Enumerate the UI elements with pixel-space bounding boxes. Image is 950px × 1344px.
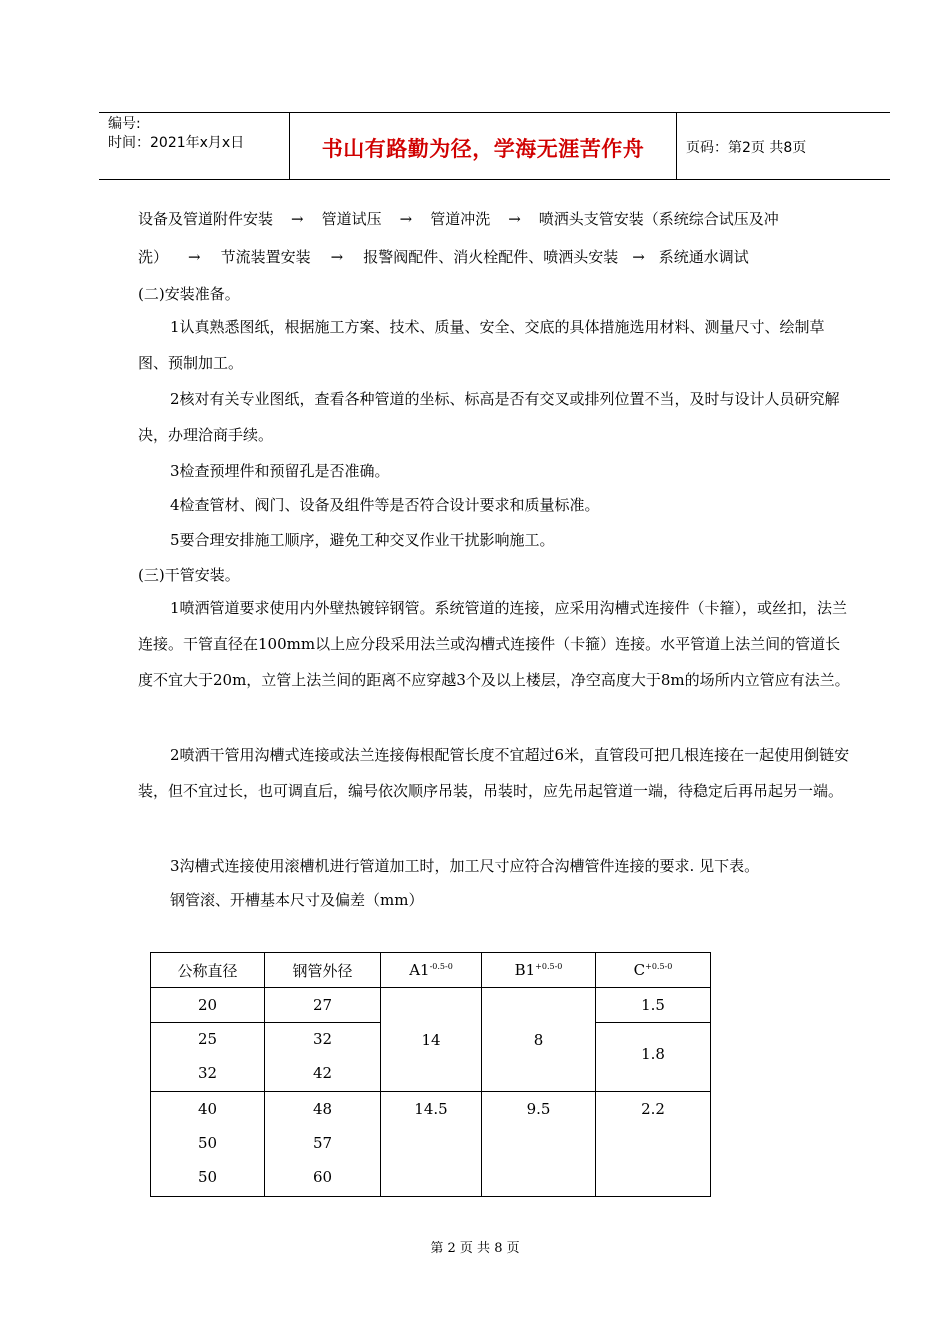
arrow-icon: → [330, 248, 344, 266]
table-cell [265, 1092, 381, 1197]
header-meta [108, 115, 244, 153]
table-cell: 27 [265, 988, 381, 1023]
flow-step: 管道试压 [321, 210, 382, 228]
header-cell-a1: $A1^{-0.5-0}$ [381, 953, 482, 988]
table-cell: 42 [265, 1056, 381, 1092]
section-2-title: (二)安装准备。 [138, 285, 240, 303]
table-header-row [151, 953, 711, 988]
table-value: 50 [197, 1168, 218, 1186]
flow-step: 系统通水调试 [658, 248, 749, 266]
header-page-label: 页码：第2页 共8页 [686, 140, 807, 156]
header-top-rule [99, 112, 890, 113]
table-value: 60 [312, 1168, 333, 1186]
arrow-icon: → [632, 248, 645, 266]
flow-step: 设备及管道附件安装 [138, 210, 274, 228]
table-cell: 1.8 [596, 1023, 711, 1092]
header-cell-c: $C^{+0.5-0}$ [596, 953, 711, 988]
flow-line-1 [138, 208, 779, 229]
s2-item-4: 4检查管材、阀门、设备及组件等是否符合设计要求和质量标准。 [170, 496, 600, 514]
table-cell: 14 [381, 988, 482, 1092]
table-row [151, 988, 711, 1023]
s3-item-2: 2喷洒干管用沟槽式连接或法兰连接侮根配管长度不宜超过6米，直管段可把几根连接在一起使用倒链安装，但不宜过长，也可调直后，编号依次顺序吊装，吊装时，应先吊起管道一端，待稳定后再吊起另一端。 [138, 746, 850, 800]
s2-item-1: 1认真熟悉图纸，根据施工方案、技术、质量、安全、交底的具体措施选用材料、测量尺寸、绘制草图、预制加工。 [138, 318, 825, 372]
s2-item-3: 3检查预埋件和预留孔是否准确。 [170, 462, 390, 480]
table-value: 50 [197, 1134, 218, 1152]
table-cell: 32 [151, 1056, 265, 1092]
table-value: 40 [197, 1100, 218, 1118]
s2-item-5: 5要合理安排施工顺序，避免工种交叉作业干扰影响施工。 [170, 531, 555, 549]
table-cell: 1.5 [596, 988, 711, 1023]
table-value: 48 [312, 1100, 333, 1118]
section-3-title: (三)干管安装。 [138, 566, 240, 584]
doc-number-label: 编号: [108, 116, 141, 132]
flow-step: 报警阀配件、消火栓配件、喷洒头安装 [363, 248, 619, 266]
flow-step: 喷洒头支管安装（系统综合试压及冲 [538, 210, 779, 228]
arrow-icon: → [399, 210, 413, 228]
s2-item-2: 2核对有关专业图纸，查看各种管道的坐标、标高是否有交叉或排列位置不当，及时与设计人员研究解决，办理洽商手续。 [138, 390, 840, 444]
header-cell-b1: $B1^{+0.5-0}$ [482, 953, 596, 988]
table-row [151, 1092, 711, 1197]
flow-step: 节流装置安装 [220, 248, 311, 266]
header-bottom-rule [99, 179, 890, 180]
arrow-icon: → [188, 248, 201, 266]
table-cell: 25 [151, 1023, 265, 1056]
groove-dimension-table [150, 952, 711, 1197]
table-cell: 8 [482, 988, 596, 1092]
table-cell: 20 [151, 988, 265, 1023]
page-footer: 第 2 页 共 8 页 [430, 1241, 520, 1256]
header-motto: 书山有路勤为径，学海无涯苦作舟 [321, 137, 645, 161]
header-cell-nominal: 公称直径 [151, 953, 265, 988]
arrow-icon: → [508, 210, 521, 228]
table-cell: 32 [265, 1023, 381, 1056]
flow-step: 管道冲洗 [430, 210, 491, 228]
header-cell-outer: 钢管外径 [265, 953, 381, 988]
arrow-icon: → [291, 210, 304, 228]
s3-item-1: 1喷洒管道要求使用内外壁热镀锌钢管。系统管道的连接，应采用沟槽式连接件（卡箍），或丝扣，法兰连接。干管直径在100mm以上应分段采用法兰或沟槽式连接件（卡箍）连接。水平管道上法兰间的管道长度不宜大于20m，立管上法兰间的距离不应穿越3个及以上楼层，净空高度大于8m的场所内立管应有法兰。 [138, 599, 850, 689]
s3-item-3: 3沟槽式连接使用滚槽机进行管道加工时，加工尺寸应符合沟槽管件连接的要求. 见下表。 [170, 857, 760, 875]
table-cell: 14.5 [381, 1092, 482, 1197]
table-caption: 钢管滚、开槽基本尺寸及偏差（mm） [170, 891, 424, 909]
header-divider-right [676, 112, 677, 179]
table-cell [151, 1092, 265, 1197]
flow-step: 洗） [138, 248, 169, 266]
table-cell: 2.2 [596, 1092, 711, 1197]
table-cell: 9.5 [482, 1092, 596, 1197]
table-value: 57 [312, 1134, 333, 1152]
doc-time-label: 时间：2021年x月x日 [108, 135, 245, 151]
flow-line-2 [138, 246, 749, 267]
